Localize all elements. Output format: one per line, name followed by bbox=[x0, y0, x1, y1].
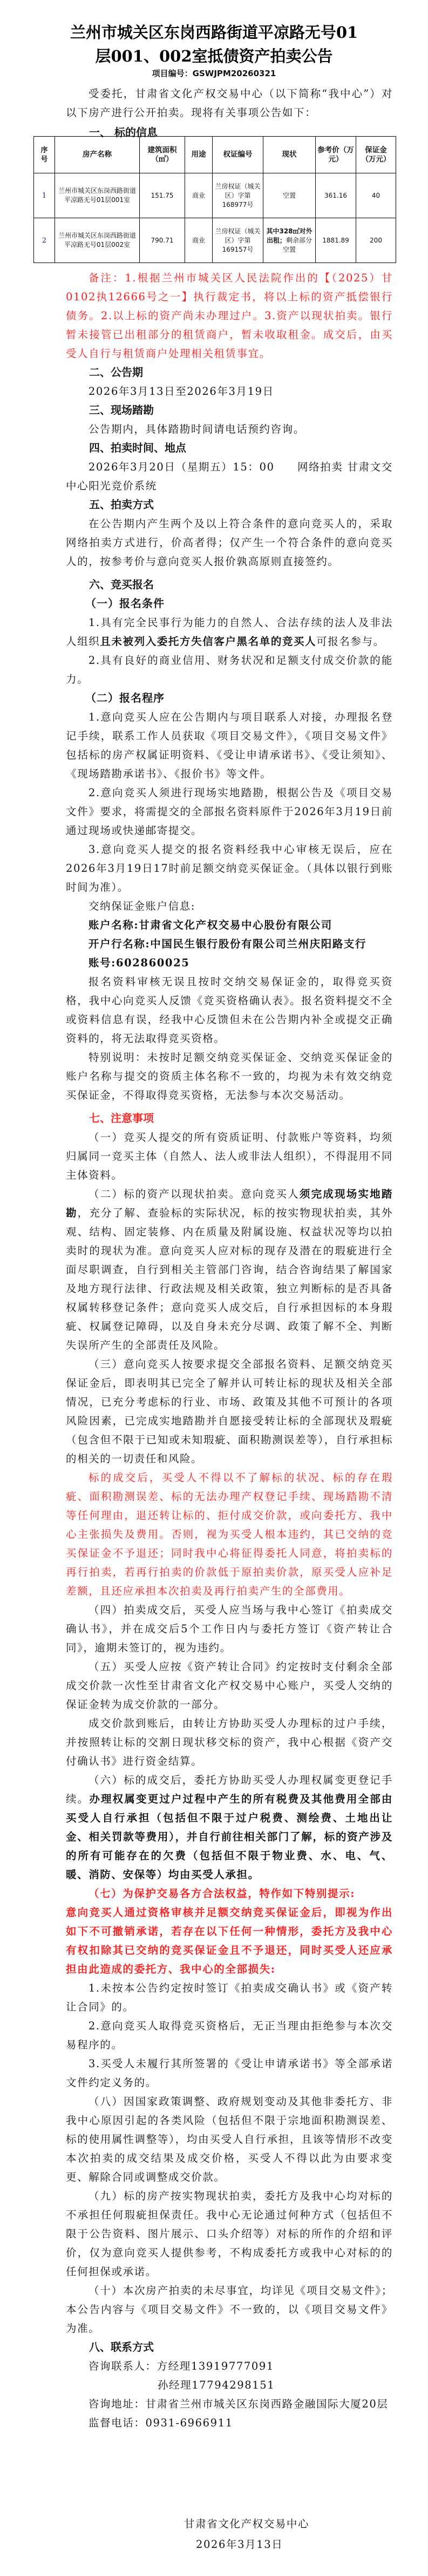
main-body bbox=[66, 268, 393, 2432]
contact-label: 咨询联系人： bbox=[88, 2360, 157, 2372]
notice-item-8: （八）因国家政策调整、政府规划变动及其他非委托方、非我中心原因引起的各类风险（包括但不限于宗地面积勘测误差、标的使用属性调整等），均由买受人自行承担，且该等情形不改变本次拍卖的成交结果及成交价格，买受人不得以此为由要求变更、解除合同或调整成交价款。 bbox=[66, 2095, 393, 2183]
contact-phone[interactable]: 17794298151 bbox=[192, 2379, 275, 2391]
asset-table-wrap bbox=[33, 136, 396, 263]
intro-block bbox=[66, 84, 393, 142]
procedure-3: 3.意向竞买人提交的报名资料经我中心审核无误后，应在2026年3月19日17时前足额交纳竞买保证金。（具体以银行到账时间为准）。 bbox=[66, 843, 393, 893]
col-header-usage: 用途 bbox=[185, 137, 213, 173]
cell-name: 兰州市城关区东岗西路街道平凉路无号01层002室 bbox=[55, 218, 140, 263]
account-name bbox=[66, 916, 393, 934]
table-header-row bbox=[34, 137, 396, 173]
title-line-2: 层001、002室抵债资产拍卖公告 bbox=[95, 47, 333, 65]
address-label: 咨询地址： bbox=[88, 2398, 146, 2410]
cell-deposit: 200 bbox=[356, 218, 396, 263]
account-name-value: 甘肃省文化产权交易中心股份有限公司 bbox=[139, 919, 332, 931]
account-number-label: 账号: bbox=[88, 957, 116, 969]
condition-1-text: 1.具有完全民事行为能力的自然人、合法存续的法人及非法人组织 bbox=[66, 616, 393, 648]
notice-item-6-text: （六）标的成交后，委托方协助买受人办理权属变更登记手续。 bbox=[66, 1774, 393, 1805]
auction-method-text: 在公告期内产生两个及以上符合条件的意向竞买人的，采取网络拍卖方式进行，价高者得；仅产生一个符合条件的意向竞买人的，按参考价与意向竞买人报价孰高原则直接签约。 bbox=[66, 517, 393, 568]
cell-ref-price: 1881.89 bbox=[316, 218, 356, 263]
bank-name-value: 中国民生银行股份有限公司兰州庆阳路支行 bbox=[150, 938, 367, 950]
section-3-heading: 三、现场踏勘 bbox=[89, 403, 154, 416]
account-number-value: 602860025 bbox=[116, 957, 190, 969]
notice-item-7-list-1: 1.未按本公告约定按时签订《拍卖成交确认书》或《资产转让合同》的。 bbox=[66, 1982, 393, 2013]
section-7-heading: 七、注意事项 bbox=[89, 1112, 154, 1125]
notice-item-10: （十）本次房产拍卖的未尽事宜，均详见《项目交易文件》；本公告内容与《项目交易文件》不一致的，以《项目交易文件》为准。 bbox=[66, 2284, 393, 2335]
section-5-heading: 五、拍卖方式 bbox=[89, 498, 154, 511]
signature-org: 甘肃省文化产权交易中心 bbox=[184, 2518, 310, 2530]
qualification-text: 报名资料审核无误且按时交纳交易保证金的，取得竞买资格，我中心向竞买人反馈《竞买资格确认表》。报名资料提交不全或资料信息有误，经我中心反馈但未在公告期内补全或提交正确资料的，将无法取得竞买资格。 bbox=[66, 976, 393, 1045]
contact-phone[interactable]: 13919777091 bbox=[191, 2360, 274, 2372]
section-8-heading: 八、联系方式 bbox=[89, 2340, 154, 2353]
registration-procedure-heading: （二）报名程序 bbox=[85, 691, 165, 704]
asset-table bbox=[33, 136, 396, 263]
section-4-heading: 四、拍卖时间、地点 bbox=[89, 441, 186, 454]
account-name-label: 账户名称: bbox=[88, 919, 139, 931]
notice-item-2 bbox=[66, 1185, 393, 1355]
notice-item-1: （一）竞买人提交的所有资质证明、付款账户等资料，均须归属同一竞买主体（自然人、法人或非法人组织），不得混用不同主体资料。 bbox=[66, 1131, 393, 1181]
cell-ref-price: 361.16 bbox=[316, 173, 356, 218]
section-6-heading: 六、竞买报名 bbox=[89, 578, 154, 591]
bank-name bbox=[66, 934, 393, 953]
supervision-phone-value[interactable]: 0931-6966911 bbox=[145, 2417, 233, 2429]
condition-2: 2.具有良好的商业信用、财务状况和足额支付成交价款的能力。 bbox=[66, 654, 393, 685]
cell-status bbox=[263, 218, 316, 263]
notice-item-7-list-2: 2.意向竞买人取得竞买资格后，无正当理由拒绝参与本次交易程序的。 bbox=[66, 2020, 393, 2051]
col-header-name: 房产名称 bbox=[55, 137, 140, 173]
cell-status-text: 空置 bbox=[282, 191, 296, 199]
procedure-2: 2.意向竞买人须进行现场实地踏勘，根据公告及《项目交易文件》要求，将需提交的全部报名资料原件于2026年3月19日前通过现场或快递邮寄提交。 bbox=[66, 786, 393, 837]
notice-item-2-tail: ，充分了解、查验标的实际状况，标的按实物现状拍卖，其外观、结构、固定装修、内在质量及附属设施、权益状况等均以拍卖时的现状为准。意向竞买人应对标的现存及潜在的瑕疵进行全面尽职调查，自行到相关主管部门咨询，结合咨询结果了解国家及地方现行法律、行政法规及相关政策，独立判断标的是否具备权属转移登记条件；意向竞买人成交后，自行承担因标的本身瑕疵、权属登记障碍，以及自身未充分尽调、政策了解不全、判断失误所产生的全部责任及风险。 bbox=[66, 1207, 393, 1351]
notice-item-2-text: （二）标的资产以现状拍卖。意向竞买人 bbox=[88, 1188, 300, 1200]
notice-item-3-warning: 标的成交后，买受人不得以不了解标的状况、标的存在瑕疵、面积勘测误差、标的无法办理产权登记手续、现场踏勘不清等任何理由，退还转让标的、拒付成交价款，或向委托方、我中心主张损失及费用。否则，视为买受人根本违约，其已交纳的竞买保证金不予退还；同时我中心将征得委托人同意，将拍卖标的再行拍卖，若再行拍卖的价款低于原拍卖价款，原买受人应补足差额，且还应承担本次拍卖及再行拍卖产生的全部费用。 bbox=[66, 1471, 393, 1597]
cell-cert: 兰房权证（城关区）字第169157号 bbox=[213, 218, 263, 263]
cell-status bbox=[263, 173, 316, 218]
col-header-cert: 权证编号 bbox=[213, 137, 263, 173]
contact-name: 孙经理 bbox=[157, 2379, 192, 2391]
notice-item-5: （五）买受人应按《资产转让合同》约定按时支付剩余全部成交价款一次性至甘肃省文化产权交易中心账户，买受人交纳的保证金转为成交价款的一部分。 bbox=[66, 1660, 393, 1711]
page-title bbox=[32, 21, 396, 68]
notice-item-7-text: 意向竞买人通过资格审核并足额交纳竞买保证金后，即视为作出如下不可撤销承诺，若存在以下任何一种情形，委托方及我中心有权扣除其已交纳的竞买保证金且不予退还，同时买受人还应承担由此造成的委托方、我中心的全部损失: bbox=[66, 1906, 393, 1975]
col-header-no: 序号 bbox=[34, 137, 55, 173]
contact-line-1 bbox=[66, 2357, 393, 2376]
address-value: 甘肃省兰州市城关区东岗西路金融国际大厦20层 bbox=[145, 2398, 389, 2410]
contact-address bbox=[66, 2395, 393, 2413]
bank-name-label: 开户行名称: bbox=[88, 938, 151, 950]
supervision-label: 监督电话： bbox=[88, 2417, 146, 2429]
notice-period: 2026年3月13日至2026年3月19日 bbox=[88, 385, 274, 398]
cell-no: 1 bbox=[34, 173, 55, 218]
notice-item-6-bold: 办理权属变更过户过程中产生的所有税费及其他费用全部由买受人自行承担（包括但不限于过户税费、测绘费、土地出让金、相关罚款等费用），并自行前往相关部门了解，标的资产涉及的所有可能存在的欠费（包括但不限于物业费、水、电、气、暖、消防、安保等）均由买受人承担。 bbox=[66, 1793, 393, 1881]
condition-1-bold: 且未被列入委托方失信客户黑名单的竞买人 bbox=[100, 635, 317, 648]
notice-item-7-heading: （七）为保护交易各方合法权益，特作如下特别提示: bbox=[88, 1887, 356, 1900]
signature-date: 2026年3月13日 bbox=[196, 2538, 283, 2551]
cell-usage: 商业 bbox=[185, 173, 213, 218]
notice-item-2-bold: 须完成现场实地踏勘 bbox=[66, 1188, 393, 1219]
procedure-1: 1.意向竞买人应在公告期内与项目联系人对接，办理报名登记手续，联系工作人员获取《项目交易文件》，《项目交易文件》包括标的房产权属证明资料、《受让申请承诺书》、《受让须知》、《现场踏勘承诺书》、《报价书》等文件。 bbox=[66, 711, 393, 780]
table-row bbox=[34, 218, 396, 263]
intro-paragraph: 受委托，甘肃省文化产权交易中心（以下简称“我中心”）对以下房产进行公开拍卖。现将有关事项公告如下： bbox=[66, 88, 393, 119]
project-number-label: 项目编号： bbox=[152, 69, 193, 78]
registration-conditions-heading: （一）报名条件 bbox=[85, 597, 165, 610]
cell-status-text: 剩余部分空置 bbox=[282, 236, 312, 253]
notice-item-9: （九）标的房产按实物现状拍卖，委托方及我中心均对标的不承担任何瑕疵担保责任。我中心无论通过何种方式（包括但不限于公告资料、图片展示、口头介绍等）对标的所作的介绍和评价，仅为意向竞买人提供参考，不构成委托方或我中心对标的的任何担保或承诺。 bbox=[66, 2190, 393, 2278]
notice-item-5-settlement: 成交价款到账后，由转让方协助买受人办理标的过户手续，并按照转让标的交割日现状移交标的资产，我中心根据《资产交付确认书》进行资金结算。 bbox=[66, 1717, 393, 1767]
cell-area: 790.71 bbox=[140, 218, 185, 263]
site-visit-text: 公告期内，具体踏勘时间请电话预约咨询。 bbox=[88, 423, 305, 435]
col-header-deposit: 保证金（万元） bbox=[356, 137, 396, 173]
col-header-area: 建筑面积（㎡） bbox=[140, 137, 185, 173]
account-number bbox=[66, 953, 393, 972]
special-note: 特别说明：未按时足额交纳竞买保证金、交纳竞买保证金的账户名称与提交的资质主体名称不一致的，均视为未有效交纳竞买保证金，不得取得竞买资格，无法参与本次交易活动。 bbox=[66, 1051, 393, 1101]
account-intro: 交纳保证金账户信息: bbox=[88, 900, 195, 912]
cell-name: 兰州市城关区东岗西路街道平凉路无号01层001室 bbox=[55, 173, 140, 218]
notice-item-4: （四）拍卖成交后，买受人应当场与我中心签订《拍卖成交确认书》，并在成交后5个工作日内与委托方签订《资产转让合同》，逾期未签订的，视为违约。 bbox=[66, 1604, 393, 1654]
project-number-value: GSWJPM20260321 bbox=[192, 69, 276, 78]
notice-item-7-list-3: 3.买受人未履行其所签署的《受让申请承诺书》等全部承诺文件约定义务的。 bbox=[66, 2057, 393, 2089]
supervision-phone bbox=[66, 2413, 393, 2432]
cell-cert: 兰房权证（城关区）字第168977号 bbox=[213, 173, 263, 218]
cell-area: 151.75 bbox=[140, 173, 185, 218]
table-row bbox=[34, 173, 396, 218]
cell-status-bold: 其中328㎡对外出租； bbox=[266, 227, 312, 244]
section-2-heading: 二、公告期 bbox=[89, 366, 143, 379]
section-1-heading: 一、 标的信息 bbox=[89, 126, 158, 139]
condition-1-tail: 可报名参与。 bbox=[316, 635, 385, 648]
notice-item-3: （三）意向竞买人按要求提交全部报名资料、足额交纳竞买保证金后，即表明其已完全了解并认可转让标的现状及相关全部情况，已充分考虑标的行业、市场、政策及其他不可预计的各项风险因素，已完成实地踏勘并自愿接受转让标的全部现状及瑕疵（包含但不限于已知或未知瑕疵、面积勘测误差等），自行承担标的相关的一切责任和风险。 bbox=[66, 1358, 393, 1465]
cell-usage: 商业 bbox=[185, 218, 213, 263]
auction-time-place: 2026年3月20日（星期五）15：00 网络拍卖 甘肃文交中心阳光竞价系统 bbox=[66, 461, 393, 492]
cell-deposit: 40 bbox=[356, 173, 396, 218]
contact-line-2 bbox=[66, 2376, 393, 2395]
condition-1 bbox=[66, 613, 393, 651]
table-note: 备注：1.根据兰州市城关区人民法院作出的【（2025）甘0102执12666号之一】执行裁定书，将以上标的资产抵偿银行债务。2.以上标的资产尚未办理过户。3.资产以现状拍卖。银行暂未接管已出租部分的租赁商户，暂未收取租金。成交后，由买受人自行与租赁商户处理相关租赁事宜。 bbox=[66, 272, 393, 360]
title-line-1: 兰州市城关区东岗西路街道平凉路无号01 bbox=[70, 23, 358, 42]
cell-no: 2 bbox=[34, 218, 55, 263]
notice-item-6 bbox=[66, 1771, 393, 1884]
col-header-ref-price: 参考价（万元） bbox=[316, 137, 356, 173]
col-header-status: 现状 bbox=[263, 137, 316, 173]
project-number bbox=[32, 67, 396, 80]
contact-name: 方经理 bbox=[157, 2360, 191, 2372]
